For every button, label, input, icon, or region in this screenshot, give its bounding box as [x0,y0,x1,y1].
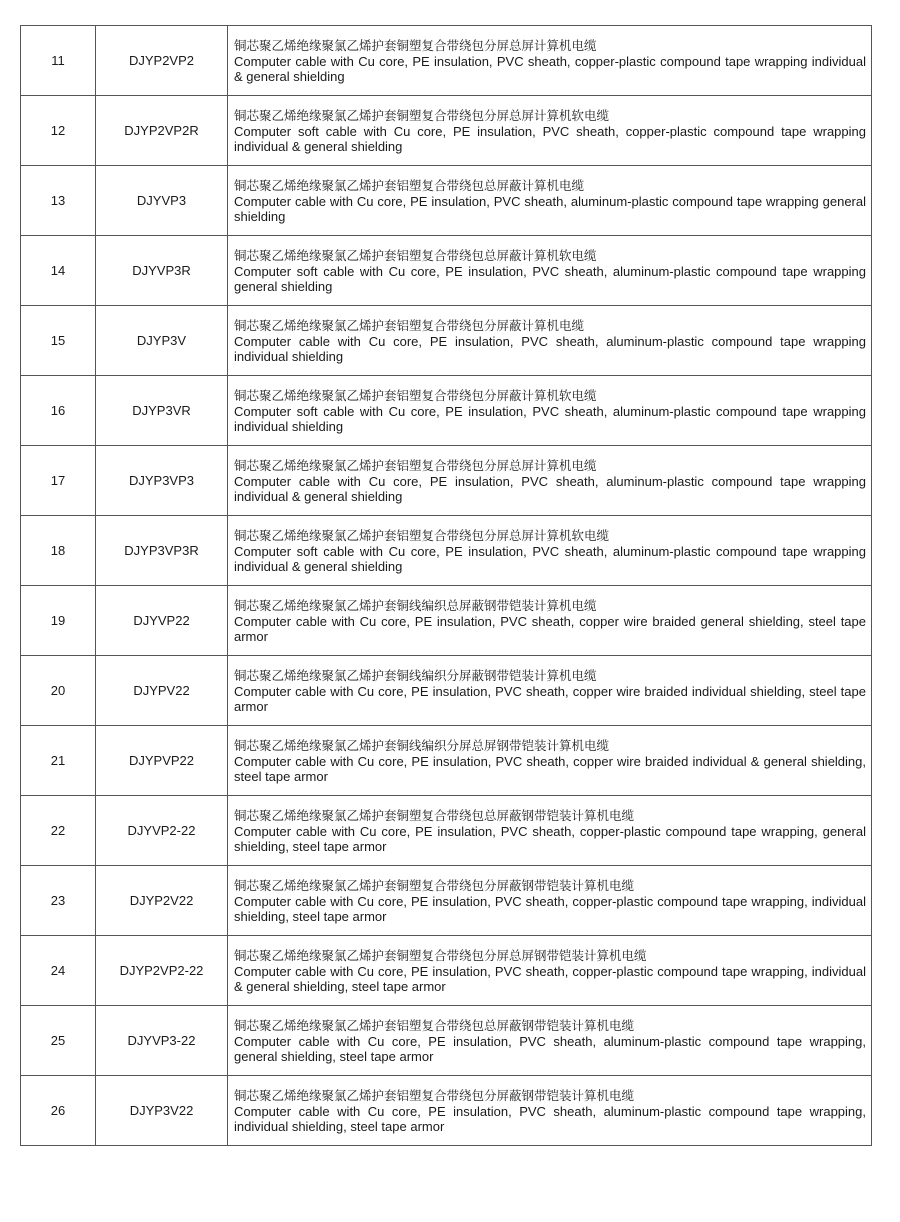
row-number: 22 [21,796,96,866]
row-number: 11 [21,26,96,96]
description-english: Computer cable with Cu core, PE insulation, PVC sheath, copper-plastic compound tape wrapping individual & general shielding [234,53,866,84]
description-english: Computer soft cable with Cu core, PE insulation, PVC sheath, aluminum-plastic compound tape wrapping individual & general shielding [234,543,866,574]
description-english: Computer soft cable with Cu core, PE insulation, PVC sheath, aluminum-plastic compound tape wrapping individual shielding [234,403,866,434]
table-row [21,516,872,586]
description-cell [228,796,872,866]
model-code: DJYP3V22 [96,1076,228,1146]
row-number: 15 [21,306,96,376]
description-chinese: 铜芯聚乙烯绝缘聚氯乙烯护套铝塑复合带绕包分屏总屏计算机电缆 [234,457,597,473]
row-number: 20 [21,656,96,726]
row-number: 18 [21,516,96,586]
model-code: DJYVP2-22 [96,796,228,866]
table-row [21,166,872,236]
description-cell [228,1006,872,1076]
row-number: 21 [21,726,96,796]
row-number: 19 [21,586,96,656]
description-english: Computer soft cable with Cu core, PE insulation, PVC sheath, copper-plastic compound tape wrapping individual & general shielding [234,123,866,154]
description-english: Computer cable with Cu core, PE insulation, PVC sheath, aluminum-plastic compound tape wrapping individual & general shielding [234,473,866,504]
table-body [21,26,872,1146]
model-code: DJYP3V [96,306,228,376]
row-number: 23 [21,866,96,936]
table-row [21,586,872,656]
description-english: Computer cable with Cu core, PE insulation, PVC sheath, copper wire braided general shielding, steel tape armor [234,613,866,644]
model-code: DJYPV22 [96,656,228,726]
model-code: DJYP3VR [96,376,228,446]
model-code: DJYVP3-22 [96,1006,228,1076]
description-cell [228,26,872,96]
table-row [21,936,872,1006]
model-code: DJYP2VP2R [96,96,228,166]
description-cell [228,446,872,516]
description-english: Computer cable with Cu core, PE insulation, PVC sheath, aluminum-plastic compound tape wrapping, general shielding, steel tape armor [234,1033,866,1064]
row-number: 25 [21,1006,96,1076]
description-cell [228,1076,872,1146]
description-cell [228,726,872,796]
table-row [21,306,872,376]
description-cell [228,306,872,376]
description-english: Computer cable with Cu core, PE insulation, PVC sheath, copper wire braided individual shielding, steel tape armor [234,683,866,714]
description-cell [228,586,872,656]
description-chinese: 铜芯聚乙烯绝缘聚氯乙烯护套铝塑复合带绕包总屏蔽计算机电缆 [234,177,585,193]
model-code: DJYVP22 [96,586,228,656]
table-row [21,446,872,516]
description-english: Computer soft cable with Cu core, PE insulation, PVC sheath, aluminum-plastic compound tape wrapping general shielding [234,263,866,294]
row-number: 13 [21,166,96,236]
row-number: 12 [21,96,96,166]
description-chinese: 铜芯聚乙烯绝缘聚氯乙烯护套铝塑复合带绕包总屏蔽钢带铠装计算机电缆 [234,1017,635,1033]
description-chinese: 铜芯聚乙烯绝缘聚氯乙烯护套铝塑复合带绕包总屏蔽计算机软电缆 [234,247,597,263]
table-row [21,96,872,166]
row-number: 24 [21,936,96,1006]
table-row [21,1076,872,1146]
description-cell [228,516,872,586]
description-english: Computer cable with Cu core, PE insulation, PVC sheath, aluminum-plastic compound tape wrapping general shielding [234,193,866,224]
table-row [21,866,872,936]
description-cell [228,656,872,726]
description-cell [228,96,872,166]
model-code: DJYP2VP2-22 [96,936,228,1006]
table-row [21,236,872,306]
description-english: Computer cable with Cu core, PE insulation, PVC sheath, aluminum-plastic compound tape wrapping, individual shielding, steel tape armor [234,1103,866,1134]
model-code: DJYP3VP3 [96,446,228,516]
description-chinese: 铜芯聚乙烯绝缘聚氯乙烯护套铜塑复合带绕包分屏总屏计算机电缆 [234,37,597,53]
description-english: Computer cable with Cu core, PE insulation, PVC sheath, aluminum-plastic compound tape wrapping individual shielding [234,333,866,364]
model-code: DJYP3VP3R [96,516,228,586]
description-cell [228,866,872,936]
model-code: DJYP2V22 [96,866,228,936]
model-code: DJYP2VP2 [96,26,228,96]
description-cell [228,376,872,446]
description-english: Computer cable with Cu core, PE insulation, PVC sheath, copper-plastic compound tape wrapping, general shielding, steel tape armor [234,823,866,854]
description-cell [228,236,872,306]
description-chinese: 铜芯聚乙烯绝缘聚氯乙烯护套铝塑复合带绕包分屏蔽计算机电缆 [234,317,585,333]
description-chinese: 铜芯聚乙烯绝缘聚氯乙烯护套铝塑复合带绕包分屏蔽计算机软电缆 [234,387,597,403]
table-row [21,376,872,446]
model-code: DJYPVP22 [96,726,228,796]
row-number: 17 [21,446,96,516]
description-cell [228,936,872,1006]
table-row [21,726,872,796]
description-chinese: 铜芯聚乙烯绝缘聚氯乙烯护套铝塑复合带绕包分屏总屏计算机软电缆 [234,527,610,543]
description-chinese: 铜芯聚乙烯绝缘聚氯乙烯护套铜线编织分屏总屏钢带铠装计算机电缆 [234,737,610,753]
description-chinese: 铜芯聚乙烯绝缘聚氯乙烯护套铜塑复合带绕包分屏总屏钢带铠装计算机电缆 [234,947,647,963]
row-number: 16 [21,376,96,446]
row-number: 26 [21,1076,96,1146]
description-chinese: 铜芯聚乙烯绝缘聚氯乙烯护套铜线编织总屏蔽钢带铠装计算机电缆 [234,597,597,613]
description-english: Computer cable with Cu core, PE insulation, PVC sheath, copper wire braided individual & general shielding, steel tape armor [234,753,866,784]
table-row [21,26,872,96]
description-cell [228,166,872,236]
cable-spec-table [20,25,872,1146]
model-code: DJYVP3R [96,236,228,306]
description-english: Computer cable with Cu core, PE insulation, PVC sheath, copper-plastic compound tape wrapping, individual & general shielding, steel tape armor [234,963,866,994]
table-row [21,656,872,726]
table-row [21,1006,872,1076]
description-chinese: 铜芯聚乙烯绝缘聚氯乙烯护套铜塑复合带绕包分屏总屏计算机软电缆 [234,107,610,123]
row-number: 14 [21,236,96,306]
description-chinese: 铜芯聚乙烯绝缘聚氯乙烯护套铜塑复合带绕包总屏蔽钢带铠装计算机电缆 [234,807,635,823]
table-row [21,796,872,866]
description-chinese: 铜芯聚乙烯绝缘聚氯乙烯护套铜塑复合带绕包分屏蔽钢带铠装计算机电缆 [234,877,635,893]
model-code: DJYVP3 [96,166,228,236]
description-chinese: 铜芯聚乙烯绝缘聚氯乙烯护套铜线编织分屏蔽钢带铠装计算机电缆 [234,667,597,683]
description-english: Computer cable with Cu core, PE insulation, PVC sheath, copper-plastic compound tape wrapping, individual shielding, steel tape armor [234,893,866,924]
description-chinese: 铜芯聚乙烯绝缘聚氯乙烯护套铝塑复合带绕包分屏蔽钢带铠装计算机电缆 [234,1087,635,1103]
